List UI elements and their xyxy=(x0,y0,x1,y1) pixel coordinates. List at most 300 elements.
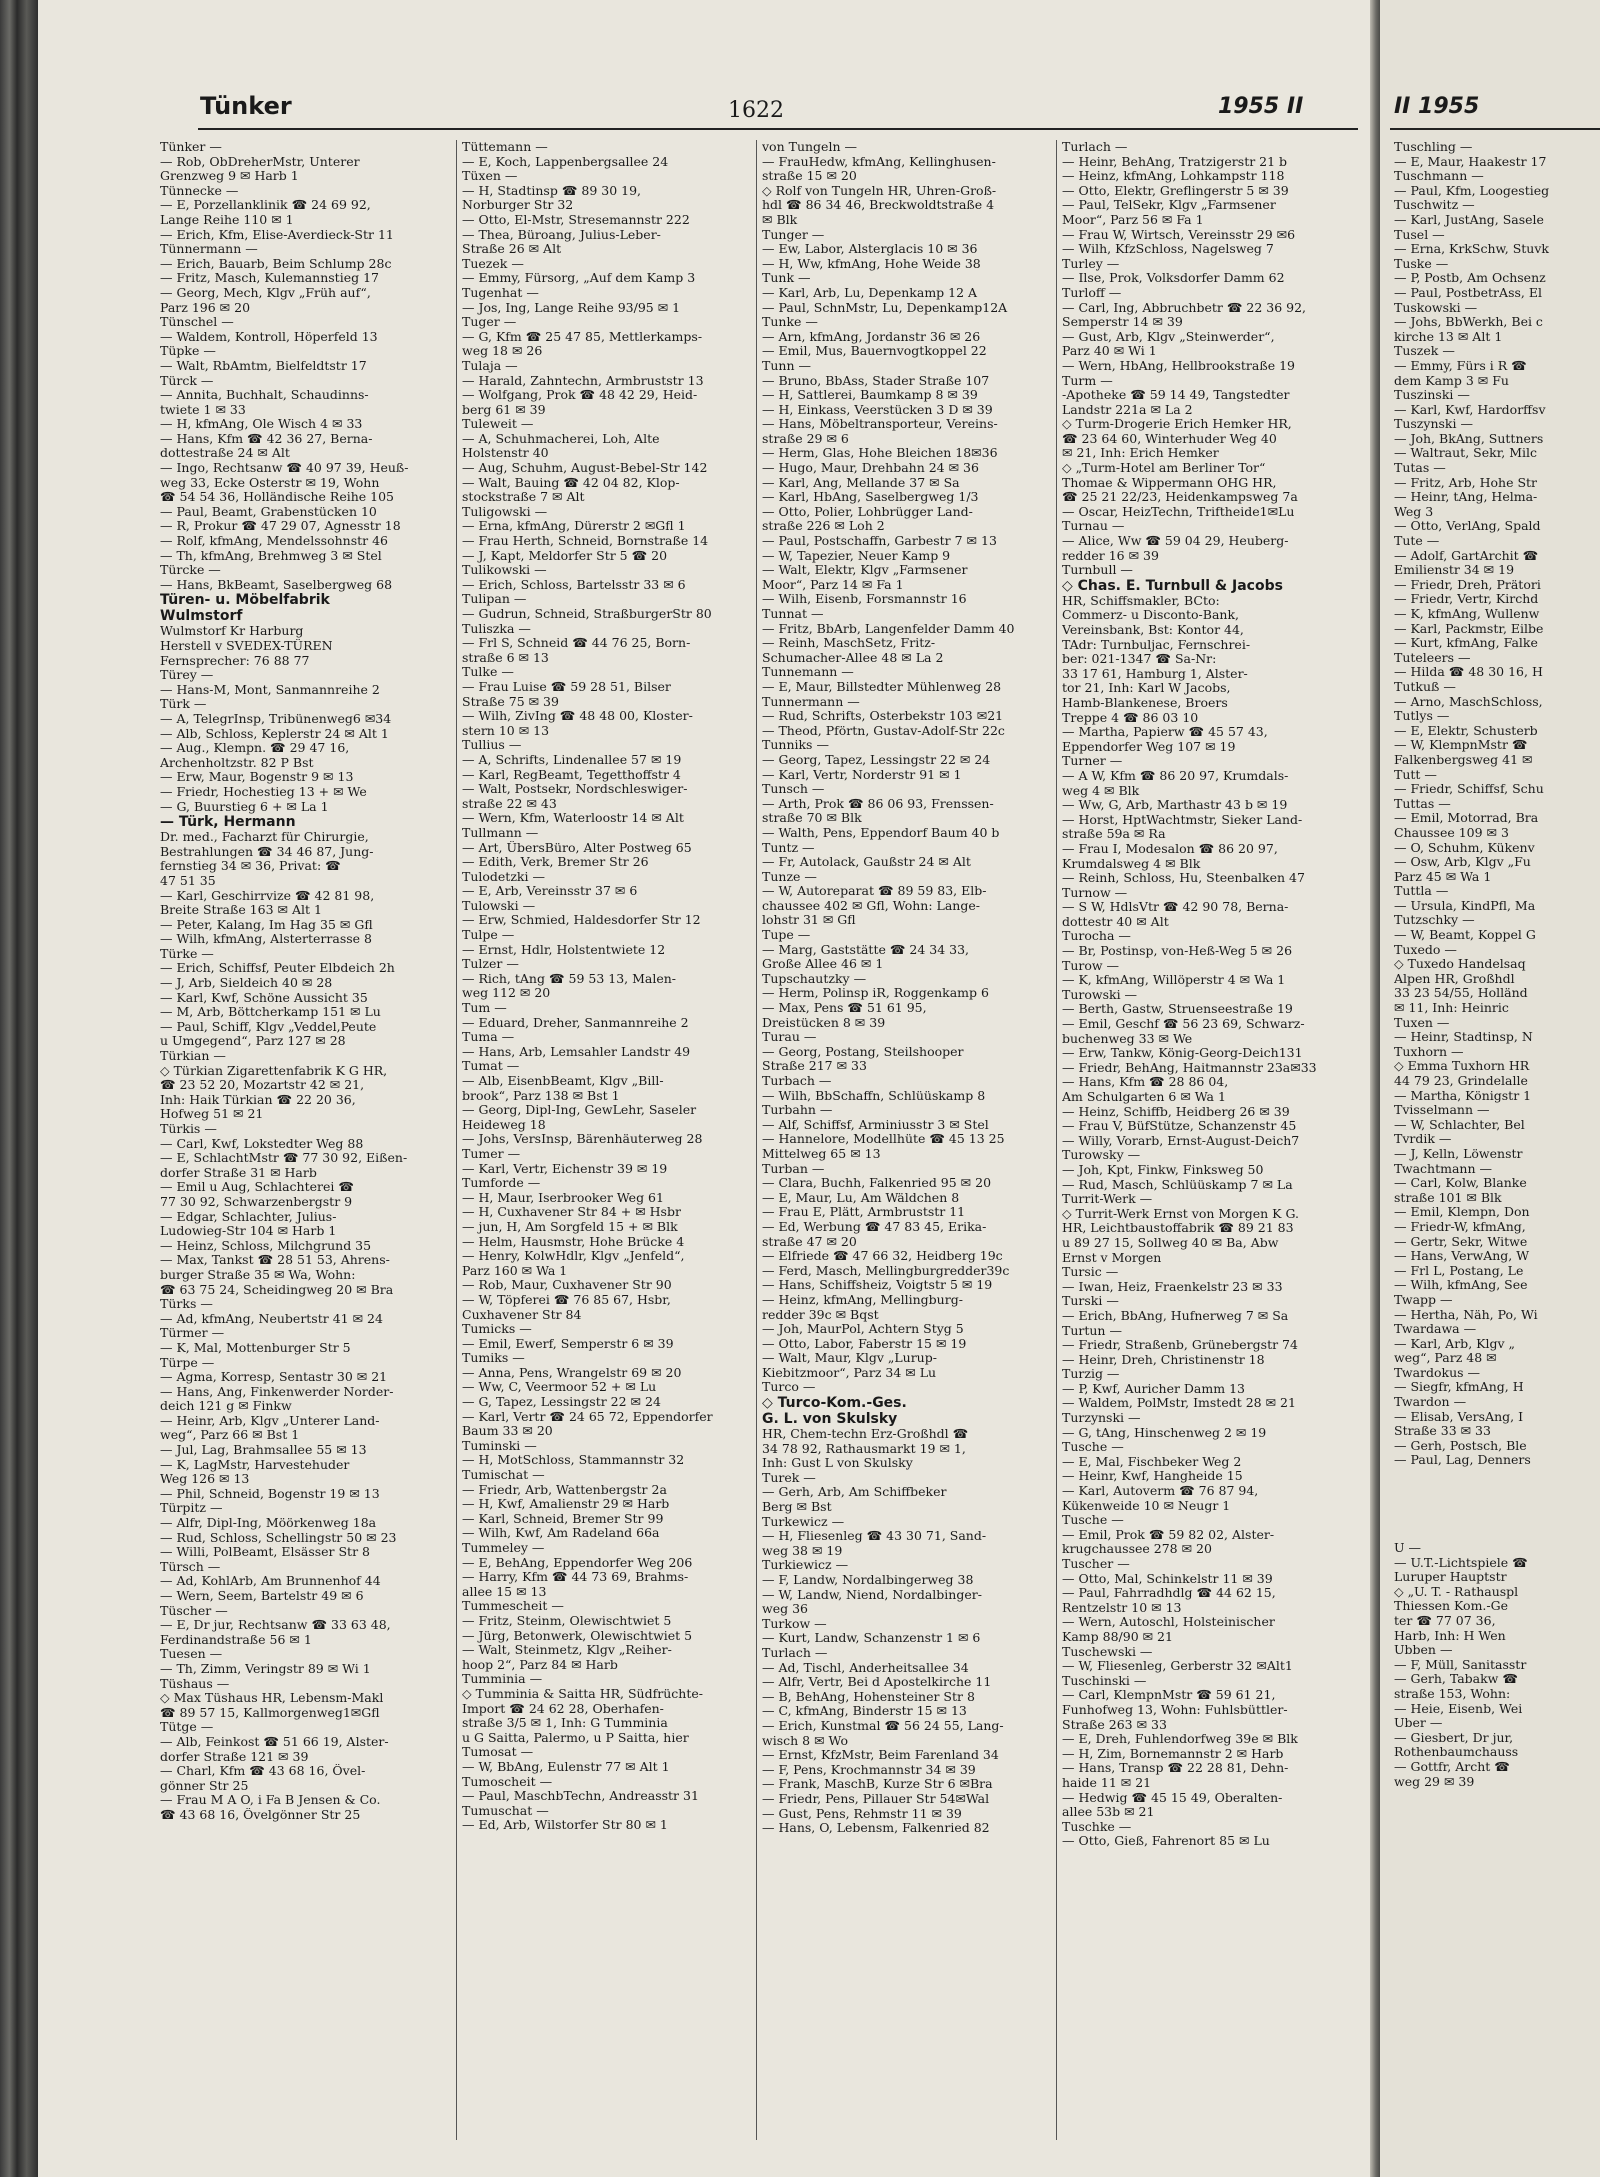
directory-entry-line: Landstr 221a ✉ La 2 xyxy=(1062,402,1193,417)
directory-entry-line: — H, Einkass, Veerstücken 3 D ✉ 39 xyxy=(762,402,993,417)
directory-entry-line: — Paul, SchnMstr, Lu, Depenkamp12A xyxy=(762,300,1008,315)
directory-entry-line: — Rich, tAng ☎ 59 53 13, Malen- xyxy=(462,971,677,986)
directory-entry-line: Luruper Hauptstr xyxy=(1394,1570,1507,1585)
directory-entry-line: -Apotheke ☎ 59 14 49, Tangstedter xyxy=(1062,388,1290,403)
directory-entry-line: — Rolf, kfmAng, Mendelssohnstr 46 xyxy=(160,534,389,549)
directory-entry-line: — A, Schuhmacherei, Loh, Alte xyxy=(462,431,660,446)
directory-entry-line: — Alfr, Vertr, Bei d Apostelkirche 11 xyxy=(762,1675,992,1690)
directory-entry-line: — Heinz, kfmAng, Mellingburg- xyxy=(762,1292,963,1307)
directory-entry-line: ☎ 25 21 22/23, Heidenkampsweg 7a xyxy=(1062,490,1298,505)
directory-entry-line: — Emil, Prok ☎ 59 82 02, Alster- xyxy=(1062,1527,1275,1542)
directory-entry-line: Commerz- u Disconto-Bank, xyxy=(1062,608,1239,623)
directory-entry-line: — Ww, G, Arb, Marthastr 43 b ✉ 19 xyxy=(1062,798,1288,813)
directory-entry-line: Tunsch — xyxy=(762,782,825,797)
directory-entry-line: — Wilh, kfmAng, Alsterterrasse 8 xyxy=(160,932,372,947)
directory-entry-line: Tunger — xyxy=(762,227,825,242)
directory-entry-line: — Heie, Eisenb, Wei xyxy=(1394,1701,1523,1716)
directory-entry-line: Tuttla — xyxy=(1394,884,1449,899)
column-2 xyxy=(462,140,752,2170)
directory-entry-line: — Karl, Kwf, Schöne Aussicht 35 xyxy=(160,990,368,1005)
directory-entry-line: dottestraße 24 ✉ Alt xyxy=(160,446,290,461)
directory-entry-line xyxy=(1394,1497,1599,1512)
directory-entry-line: Thiessen Kom.-Ge xyxy=(1394,1599,1508,1614)
directory-entry-line: — Elisab, VersAng, I xyxy=(1394,1409,1524,1424)
directory-entry-line: — Kurt, Landw, Schanzenstr 1 ✉ 6 xyxy=(762,1631,981,1646)
directory-entry-line: — Siegfr, kfmAng, H xyxy=(1394,1380,1524,1395)
directory-entry-line: — Harald, Zahntechn, Armbruststr 13 xyxy=(462,373,704,388)
directory-entry-line: Tunnat — xyxy=(762,607,824,621)
directory-entry-line: — Hans, Kfm ☎ 42 36 27, Berna- xyxy=(160,431,373,446)
directory-entry-line: — K, kfmAng, Willöperstr 4 ✉ Wa 1 xyxy=(1062,973,1286,988)
directory-entry-line: — Clara, Buchh, Falkenried 95 ✉ 20 xyxy=(762,1176,992,1191)
directory-entry-line: ✉ 11, Inh: Heinric xyxy=(1394,1001,1509,1016)
directory-entry-line: — E, SchlachtMstr ☎ 77 30 92, Eißen- xyxy=(160,1151,408,1166)
directory-entry-line: — Hertha, Näh, Po, Wi xyxy=(1394,1307,1538,1322)
directory-entry-line: — K, LagMstr, Harvestehuder xyxy=(160,1457,350,1472)
directory-entry-line: — Osw, Arb, Klgv „Fu xyxy=(1394,855,1531,870)
directory-entry-line: — Peter, Kalang, Im Hag 35 ✉ Gfl xyxy=(160,917,373,932)
directory-entry-line: Ludowieg-Str 104 ✉ Harb 1 xyxy=(160,1224,337,1239)
directory-entry-line: — Gerh, Postsch, Ble xyxy=(1394,1438,1527,1453)
directory-entry-line: — Emmy, Fürs i R ☎ xyxy=(1394,358,1527,373)
directory-entry-line: — E, Mal, Fischbeker Weg 2 xyxy=(1062,1454,1242,1469)
directory-entry-line: — Ww, C, Veermoor 52 + ✉ Lu xyxy=(462,1380,657,1395)
directory-entry-line: — Karl, Packmstr, Eilbe xyxy=(1394,621,1544,636)
directory-entry-line: Straße 263 ✉ 33 xyxy=(1062,1717,1167,1732)
directory-entry-line: — Wern, HbAng, Hellbrookstraße 19 xyxy=(1062,358,1295,373)
directory-entry-line: — Wilh, BbSchaffn, Schlüüskamp 8 xyxy=(762,1088,986,1103)
directory-entry-line: Tulipan — xyxy=(462,592,527,607)
directory-entry-line: Tumer — xyxy=(462,1146,521,1161)
directory-entry-line: — Adolf, GartArchit ☎ xyxy=(1394,548,1539,563)
directory-entry-line: weg 18 ✉ 26 xyxy=(462,344,543,359)
directory-entry-line: Tunn — xyxy=(762,358,811,373)
directory-entry-line: Turtun — xyxy=(1062,1323,1122,1338)
directory-entry-line: Tünnecke — xyxy=(160,183,239,198)
directory-entry-line: — Giesbert, Dr jur, xyxy=(1394,1730,1514,1745)
directory-entry-line: — E, Koch, Lappenbergsallee 24 xyxy=(462,154,669,169)
directory-entry-line: straße 59a ✉ Ra xyxy=(1062,827,1166,842)
directory-entry-line: Tuminski — xyxy=(462,1438,537,1453)
directory-entry-line: Tullmann — xyxy=(462,825,539,840)
directory-entry-line: — H, kfmAng, Ole Wisch 4 ✉ 33 xyxy=(160,417,363,432)
directory-entry-line: — Paul, Schiff, Klgv „Veddel,Peute xyxy=(160,1019,377,1034)
directory-entry-line: Turkow — xyxy=(762,1616,827,1631)
directory-entry-line: — Heinr, tAng, Helma- xyxy=(1394,490,1538,505)
directory-entry-line: Große Allee 46 ✉ 1 xyxy=(762,957,884,972)
directory-entry-line: Cuxhavener Str 84 xyxy=(462,1307,582,1322)
directory-entry-line: Vereinsbank, Bst: Kontor 44, xyxy=(1062,623,1244,637)
directory-entry-line: Inh: Gust L von Skulsky xyxy=(762,1456,913,1471)
directory-entry-line: — M, Arb, Böttcherkamp 151 ✉ Lu xyxy=(160,1005,381,1020)
directory-entry-line: Weg 3 xyxy=(1394,504,1434,519)
directory-entry-line: — Erw, Maur, Bogenstr 9 ✉ 13 xyxy=(160,770,354,785)
directory-entry-line: — Rud, Schloss, Schellingstr 50 ✉ 23 xyxy=(160,1530,397,1545)
directory-entry-line: — S W, HdlsVtr ☎ 42 90 78, Berna- xyxy=(1062,900,1289,915)
directory-entry-line: — Erna, kfmAng, Dürerstr 2 ✉Gfl 1 xyxy=(462,519,686,534)
directory-entry-line: — Joh, Kpt, Finkw, Finksweg 50 xyxy=(1062,1162,1264,1177)
directory-entry-line: ◇ Rolf von Tungeln HR, Uhren-Groß- xyxy=(762,183,997,198)
directory-entry-line: — E, Dr jur, Rechtsanw ☎ 33 63 48, xyxy=(160,1618,391,1633)
directory-entry-line: Tuezek — xyxy=(462,256,524,271)
directory-entry-line: — Paul, MaschbTechn, Andreasstr 31 xyxy=(462,1789,699,1804)
directory-entry-line: brook“, Parz 138 ✉ Bst 1 xyxy=(462,1088,620,1103)
directory-entry-line: — Hans, Möbeltransporteur, Vereins- xyxy=(762,417,998,432)
directory-entry-line: — Georg, Mech, Klgv „Früh auf“, xyxy=(160,285,371,300)
directory-entry-line: Tulowski — xyxy=(462,898,536,913)
directory-entry-line: twiete 1 ✉ 33 xyxy=(160,402,246,417)
directory-entry-line: — G, Buurstieg 6 + ✉ La 1 xyxy=(160,799,329,814)
directory-entry-line: Ferdinandstraße 56 ✉ 1 xyxy=(160,1632,312,1647)
directory-entry-line: Tumuschat — xyxy=(462,1803,549,1818)
directory-entry-line: dorfer Straße 31 ✉ Harb xyxy=(160,1165,317,1180)
directory-entry-line: — Hans, Ang, Finkenwerder Norder- xyxy=(160,1384,394,1399)
directory-entry-line: ◇ Chas. E. Turnbull & Jacobs xyxy=(1062,577,1283,594)
directory-entry-line: HR, Schiffsmakler, BCto: xyxy=(1062,593,1220,608)
directory-entry-line: Tuszynski — xyxy=(1394,417,1473,432)
directory-entry-line: — F, Landw, Nordalbingerweg 38 xyxy=(762,1573,974,1587)
directory-entry-line: ◇ „Turm-Hotel am Berliner Tor“ xyxy=(1062,461,1266,476)
directory-entry-line: 33 17 61, Hamburg 1, Alster- xyxy=(1062,666,1248,681)
directory-entry-line: Türke — xyxy=(160,946,214,961)
directory-entry-line: Türkis — xyxy=(160,1122,217,1136)
directory-entry-line: allee 53b ✉ 21 xyxy=(1062,1805,1155,1820)
directory-entry-line: — E, Maur, Lu, Am Wäldchen 8 xyxy=(762,1190,960,1205)
directory-entry-line: — Otto, Polier, Lohbrügger Land- xyxy=(762,504,973,519)
directory-entry-line: Tüttemann — xyxy=(462,140,548,154)
directory-entry-line: Turloff — xyxy=(1062,285,1122,300)
directory-entry-line: — Friedr, Dreh, Prätori xyxy=(1394,577,1541,592)
directory-entry-line: Tupschautzky — xyxy=(762,971,867,986)
directory-entry-line: — F, Pens, Krochmannstr 34 ✉ 39 xyxy=(762,1762,976,1777)
directory-entry-line: weg“, Parz 66 ✉ Bst 1 xyxy=(160,1428,300,1443)
directory-entry-line: ber: 021-1347 ☎ Sa-Nr: xyxy=(1062,652,1217,667)
directory-entry-line: Bestrahlungen ☎ 34 46 87, Jung- xyxy=(160,844,374,859)
directory-entry-line: Turnau — xyxy=(1062,519,1125,534)
directory-entry-line: — Ingo, Rechtsanw ☎ 40 97 39, Heuß- xyxy=(160,461,409,476)
right-page-header: II 1955 xyxy=(1394,94,1480,119)
column-divider xyxy=(756,140,757,2140)
directory-entry-line: — Emil, Geschf ☎ 56 23 69, Schwarz- xyxy=(1062,1017,1305,1032)
directory-entry-line: Tuntz — xyxy=(762,840,815,855)
directory-entry-line: — H, Ww, kfmAng, Hohe Weide 38 xyxy=(762,256,981,271)
directory-entry-line: Türck — xyxy=(160,373,214,388)
directory-entry-line: — Emil, Mus, Bauernvogtkoppel 22 xyxy=(762,344,987,359)
directory-entry-line: — Max, Pens ☎ 51 61 95, xyxy=(762,1001,927,1016)
directory-entry-line: Tumicks — xyxy=(462,1322,532,1337)
column-4 xyxy=(1062,140,1352,2170)
directory-entry-line: Tünker — xyxy=(160,140,222,154)
directory-entry-line: — E, Maur, Haakestr 17 xyxy=(1394,154,1547,169)
directory-entry-line: — Waldem, PolMstr, Imstedt 28 ✉ 21 xyxy=(1062,1396,1296,1411)
directory-entry-line: — Martha, Königstr 1 xyxy=(1394,1088,1532,1103)
directory-entry-line: — Rob, Maur, Cuxhavener Str 90 xyxy=(462,1278,672,1293)
directory-entry-line: — Hannelore, Modellhüte ☎ 45 13 25 xyxy=(762,1132,1005,1147)
directory-entry-line: — P, Postb, Am Ochsenz xyxy=(1394,271,1546,286)
directory-entry-line: — Emmy, Fürsorg, „Auf dem Kamp 3 xyxy=(462,271,696,286)
directory-entry-line: — Otto, Gieß, Fahrenort 85 ✉ Lu xyxy=(1062,1834,1270,1849)
directory-entry-line: — Erna, KrkSchw, Stuvk xyxy=(1394,242,1549,257)
directory-entry-line: Turbahn — xyxy=(762,1103,833,1118)
directory-entry-line: straße 47 ✉ 20 xyxy=(762,1234,857,1249)
directory-entry-line: Tumforde — xyxy=(462,1176,541,1191)
directory-entry-line: — Aug, Schuhm, August-Bebel-Str 142 xyxy=(462,461,708,476)
directory-entry-line: Turowsky — xyxy=(1062,1148,1141,1163)
directory-entry-line: — Alice, Ww ☎ 59 04 29, Heuberg- xyxy=(1062,534,1289,549)
directory-entry-line: straße 22 ✉ 43 xyxy=(462,796,557,811)
directory-entry-line: ter ☎ 77 07 36, xyxy=(1394,1613,1496,1628)
directory-entry-line: Harb, Inh: H Wen xyxy=(1394,1628,1506,1643)
directory-entry-line: Uber — xyxy=(1394,1716,1443,1731)
directory-entry-line: — Heinr, BehAng, Tratzigerstr 21 b xyxy=(1062,154,1288,169)
directory-entry-line: — Karl, Ang, Mellande 37 ✉ Sa xyxy=(762,475,960,490)
directory-entry-line: Straße 217 ✉ 33 xyxy=(762,1059,867,1074)
directory-entry-line: — A W, Kfm ☎ 86 20 97, Krumdals- xyxy=(1062,768,1289,783)
directory-entry-line: — Hugo, Maur, Drehbahn 24 ✉ 36 xyxy=(762,461,979,476)
directory-entry-line: Tummescheit — xyxy=(462,1599,564,1614)
directory-entry-line: — Frl L, Postang, Le xyxy=(1394,1263,1524,1278)
directory-entry-line: u G Saitta, Palermo, u P Saitta, hier xyxy=(462,1730,689,1745)
directory-entry-line: Turco — xyxy=(762,1380,816,1395)
directory-entry-line: Tuesen — xyxy=(160,1647,223,1662)
directory-entry-line: — Walt, Bauing ☎ 42 04 82, Klop- xyxy=(462,475,680,490)
directory-entry-line: Turley — xyxy=(1062,256,1120,271)
directory-entry-line: weg 29 ✉ 39 xyxy=(1394,1774,1475,1789)
book-spine xyxy=(0,0,38,2177)
directory-entry-line: weg 36 xyxy=(762,1602,808,1617)
directory-entry-line: — Türk, Hermann xyxy=(160,814,296,831)
directory-entry-line: krugchaussee 278 ✉ 20 xyxy=(1062,1542,1212,1557)
directory-entry-line: weg 4 ✉ Blk xyxy=(1062,783,1140,798)
directory-entry-line: — Hilda ☎ 48 30 16, H xyxy=(1394,665,1543,680)
directory-entry-line: Tumoscheit — xyxy=(462,1774,553,1789)
directory-entry-line: — H, Zim, Bornemannstr 2 ✉ Harb xyxy=(1062,1746,1284,1761)
directory-entry-line: — Reinh, Schloss, Hu, Steenbalken 47 xyxy=(1062,871,1305,886)
directory-entry-line: Tuma — xyxy=(462,1030,515,1045)
directory-entry-line: Tum — xyxy=(462,1001,507,1016)
directory-entry-line: weg 112 ✉ 20 xyxy=(462,986,551,1001)
directory-entry-line: Mittelweg 65 ✉ 13 xyxy=(762,1146,881,1161)
directory-entry-line: weg“, Parz 48 ✉ xyxy=(1394,1351,1497,1366)
directory-entry-line: — Erich, Bauarb, Beim Schlump 28c xyxy=(160,256,392,271)
directory-entry-line: — Frau W, Wirtsch, Vereinsstr 29 ✉6 xyxy=(1062,227,1296,242)
directory-entry-line: Tuscher — xyxy=(1062,1557,1130,1571)
directory-entry-line: — Walt, Steinmetz, Klgv „Reiher- xyxy=(462,1643,672,1658)
directory-entry-line: — Ad, kfmAng, Neubertstr 41 ✉ 24 xyxy=(160,1311,383,1326)
directory-entry-line: — Ilse, Prok, Volksdorfer Damm 62 xyxy=(1062,271,1285,286)
directory-entry-line: — Helm, Hausmstr, Hohe Brücke 4 xyxy=(462,1234,685,1249)
directory-entry-line: Tusche — xyxy=(1062,1513,1124,1528)
directory-entry-line: chaussee 402 ✉ Gfl, Wohn: Lange- xyxy=(762,898,980,913)
directory-entry-line: — Friedr, Hochestieg 13 + ✉ We xyxy=(160,784,367,799)
directory-entry-line: — H, Stadtinsp ☎ 89 30 19, xyxy=(462,183,642,198)
directory-entry-line: Tuteleers — xyxy=(1394,650,1471,665)
directory-entry-line: — Alb, Feinkost ☎ 51 66 19, Alster- xyxy=(160,1734,389,1749)
directory-entry-line: Berg ✉ Bst xyxy=(762,1500,832,1515)
directory-entry-line: Lange Reihe 110 ✉ 1 xyxy=(160,212,294,227)
directory-entry-line: Moor“, Parz 56 ✉ Fa 1 xyxy=(1062,212,1204,227)
directory-entry-line: Breite Straße 163 ✉ Alt 1 xyxy=(160,903,322,918)
directory-entry-line: u Umgegend“, Parz 127 ✉ 28 xyxy=(160,1034,346,1049)
directory-entry-line: Türey — xyxy=(160,668,214,683)
right-page xyxy=(1380,0,1600,2177)
directory-entry-line: — Erich, Schiffsf, Peuter Elbdeich 2h xyxy=(160,961,395,976)
directory-entry-line: Turban — xyxy=(762,1161,825,1176)
directory-entry-line: — Paul, Kfm, Loogestieg xyxy=(1394,183,1550,198)
directory-entry-line: — H, Sattlerei, Baumkamp 8 ✉ 39 xyxy=(762,388,978,403)
directory-entry-line: — Heinr, Arb, Klgv „Unterer Land- xyxy=(160,1413,380,1428)
directory-entry-line: — Elfriede ☎ 47 66 32, Heidberg 19c xyxy=(762,1249,1003,1264)
directory-entry-line: Hofweg 51 ✉ 21 xyxy=(160,1107,264,1122)
directory-entry-line: — Otto, Mal, Schinkelstr 11 ✉ 39 xyxy=(1062,1571,1273,1586)
directory-entry-line: — Fritz, Arb, Hohe Str xyxy=(1394,475,1538,490)
directory-entry-line: Turm — xyxy=(1062,373,1113,388)
directory-entry-line: Tullius — xyxy=(462,738,522,753)
directory-entry-line: straße 153, Wohn: xyxy=(1394,1686,1511,1701)
directory-entry-line: dem Kamp 3 ✉ Fu xyxy=(1394,373,1509,388)
directory-entry-line: — Oscar, HeizTechn, Triftheide1✉Lu xyxy=(1062,504,1295,519)
directory-entry-line: — Friedr, Straßenb, Grünebergstr 74 xyxy=(1062,1338,1298,1353)
directory-entry-line: Tünnermann — xyxy=(160,242,258,257)
directory-entry-line: — Fr, Autolack, Gaußstr 24 ✉ Alt xyxy=(762,855,971,870)
directory-entry-line: — Emil, Ewerf, Semperstr 6 ✉ 39 xyxy=(462,1336,674,1351)
directory-entry-line: — Frau V, BüfStütze, Schanzenstr 45 xyxy=(1062,1119,1297,1134)
directory-entry-line: burger Straße 35 ✉ Wa, Wohn: xyxy=(160,1267,356,1282)
directory-entry-line: Tumischat — xyxy=(462,1468,545,1483)
directory-entry-line: Herstell v SVEDEX-TÜREN xyxy=(160,639,333,653)
directory-entry-line: — Otto, Elektr, Greflingerstr 5 ✉ 39 xyxy=(1062,183,1289,198)
directory-entry-line: — Erich, Schloss, Bartelsstr 33 ✉ 6 xyxy=(462,577,686,592)
directory-entry-line: Turek — xyxy=(762,1470,816,1485)
directory-entry-line: Holstenstr 40 xyxy=(462,446,549,461)
directory-entry-line: — Erw, Schmied, Haldesdorfer Str 12 xyxy=(462,913,701,928)
directory-entry-line: Tuschmann — xyxy=(1394,169,1484,184)
directory-entry-line: — Hans, Kfm ☎ 28 86 04, xyxy=(1062,1075,1229,1090)
directory-entry-line: — Hans, VerwAng, W xyxy=(1394,1249,1530,1264)
directory-entry-line: — Iwan, Heiz, Fraenkelstr 23 ✉ 33 xyxy=(1062,1279,1283,1294)
directory-entry-line: Turrit-Werk — xyxy=(1062,1192,1153,1207)
directory-entry-line: — Georg, Tapez, Lessingstr 22 ✉ 24 xyxy=(762,752,991,767)
column-divider xyxy=(456,140,457,2140)
directory-entry-line: — Gottfr, Archt ☎ xyxy=(1394,1759,1510,1774)
directory-entry-line: — Otto, Labor, Faberstr 15 ✉ 19 xyxy=(762,1336,967,1351)
directory-entry-line: — Waldem, Kontroll, Höperfeld 13 xyxy=(160,329,378,344)
directory-entry-line: — Hans, Schiffsheiz, Voigtstr 5 ✉ 19 xyxy=(762,1278,993,1293)
directory-entry-line: — Paul, Fahrradhdlg ☎ 44 62 15, xyxy=(1062,1586,1276,1601)
directory-entry-line: — Ferd, Masch, Mellingburgredder39c xyxy=(762,1263,1010,1278)
directory-entry-line: Tulikowski — xyxy=(462,563,547,578)
directory-entry-line: — Erich, BbAng, Hufnerweg 7 ✉ Sa xyxy=(1062,1308,1289,1323)
directory-entry-line: Tuskowski — xyxy=(1394,300,1478,315)
directory-entry-line: — jun, H, Am Sorgfeld 15 + ✉ Blk xyxy=(462,1219,678,1234)
directory-entry-line: — K, kfmAng, Wullenw xyxy=(1394,607,1540,621)
header-rule xyxy=(198,128,1358,130)
directory-entry-line: — Ernst, KfzMstr, Beim Farenland 34 xyxy=(762,1748,999,1763)
directory-entry-line: — Gudrun, Schneid, StraßburgerStr 80 xyxy=(462,607,712,621)
directory-entry-line: Eppendorfer Weg 107 ✉ 19 xyxy=(1062,739,1236,754)
page-gutter xyxy=(1370,0,1380,2177)
directory-entry-line: Tunk — xyxy=(762,271,811,286)
directory-entry-line: Tuschke — xyxy=(1062,1819,1132,1834)
directory-entry-line: Grenzweg 9 ✉ Harb 1 xyxy=(160,169,299,184)
directory-entry-line: Straße 75 ✉ 39 xyxy=(462,694,559,709)
directory-entry-line: Tuxhorn — xyxy=(1394,1044,1464,1059)
directory-entry-line: u 89 27 15, Sollweg 40 ✉ Ba, Abw xyxy=(1062,1235,1279,1250)
directory-entry-line: Treppe 4 ☎ 86 03 10 xyxy=(1062,710,1199,725)
directory-entry-line: von Tungeln — xyxy=(762,140,857,154)
directory-entry-line: Twachtmann — xyxy=(1394,1161,1492,1176)
directory-entry-line: — E, Maur, Billstedter Mühlenweg 28 xyxy=(762,679,1002,694)
directory-entry-line: — Ursula, KindPfl, Ma xyxy=(1394,898,1536,913)
directory-entry-line: 77 30 92, Schwarzenbergstr 9 xyxy=(160,1194,353,1209)
directory-entry-line: Tuschinski — xyxy=(1062,1673,1147,1688)
directory-entry-line: — Erw, Tankw, König-Georg-Deich131 xyxy=(1062,1046,1303,1061)
directory-entry-line: weg 33, Ecke Osterstr ✉ 19, Wohn xyxy=(160,475,380,490)
directory-entry-line: HR, Leichtbaustoffabrik ☎ 89 21 83 xyxy=(1062,1221,1294,1236)
directory-entry-line: — Theod, Pförtn, Gustav-Adolf-Str 22c xyxy=(762,723,1005,738)
directory-entry-line: Parz 196 ✉ 20 xyxy=(160,300,251,315)
directory-entry-line: U — xyxy=(1394,1541,1422,1555)
directory-entry-line: Turau — xyxy=(762,1030,817,1045)
directory-entry-line: — W, KlempnMstr ☎ xyxy=(1394,738,1528,753)
directory-entry-line: — Alb, Schloss, Keplerstr 24 ✉ Alt 1 xyxy=(160,726,389,741)
directory-entry-line: Rothenbaumchauss xyxy=(1394,1745,1519,1760)
directory-entry-line: Tulaja — xyxy=(462,358,518,373)
directory-entry-line: — Friedr, BehAng, Haitmannstr 23a✉33 xyxy=(1062,1060,1317,1075)
directory-entry-line: — Gust, Arb, Klgv „Steinwerder“, xyxy=(1062,329,1275,344)
directory-entry-line: — FrauHedw, kfmAng, Kellinghusen- xyxy=(762,154,996,169)
directory-entry-line: — Ed, Werbung ☎ 47 83 45, Erika- xyxy=(762,1219,987,1234)
directory-entry-line: — Hans, Arb, Lemsahler Landstr 49 xyxy=(462,1044,691,1059)
directory-entry-line: Turocha — xyxy=(1062,929,1131,944)
directory-entry-line: ◇ „U. T. - Rathauspl xyxy=(1394,1584,1519,1599)
directory-entry-line: Norburger Str 32 xyxy=(462,198,574,213)
directory-entry-line: Tuske — xyxy=(1394,256,1449,271)
directory-entry-line: Türmer — xyxy=(160,1326,225,1341)
directory-entry-line: Tunnermann — xyxy=(762,694,860,709)
directory-entry-line: — Alf, Schiffsf, Arminiusstr 3 ✉ Stel xyxy=(762,1117,989,1132)
directory-entry-line: — F, Müll, Sanitasstr xyxy=(1394,1657,1527,1672)
directory-entry-line: — E, Elektr, Schusterb xyxy=(1394,723,1538,738)
directory-entry-line: — H, Fliesenleg ☎ 43 30 71, Sand- xyxy=(762,1529,987,1544)
directory-entry-line: — P, Kwf, Auricher Damm 13 xyxy=(1062,1381,1245,1396)
directory-entry-line: Tulzer — xyxy=(462,957,519,972)
directory-entry-line: Tunze — xyxy=(762,869,817,884)
directory-entry-line: Tumosat — xyxy=(462,1745,534,1760)
directory-entry-line: Tünschel — xyxy=(160,315,234,330)
directory-entry-line: — Walt, Postsekr, Nordschleswiger- xyxy=(462,782,688,797)
directory-entry-line: Parz 160 ✉ Wa 1 xyxy=(462,1263,568,1278)
right-header-rule xyxy=(1390,128,1600,130)
directory-entry-line: — Karl, Arb, Lu, Depenkamp 12 A xyxy=(762,285,978,300)
directory-entry-line: — Johs, VersInsp, Bärenhäuterweg 28 xyxy=(462,1132,703,1147)
directory-entry-line: — Annita, Buchhalt, Schaudinns- xyxy=(160,388,369,403)
directory-entry-line: — Carl, Kwf, Lokstedter Weg 88 xyxy=(160,1136,364,1151)
directory-entry-line: — Jürg, Betonwerk, Olewischtwiet 5 xyxy=(462,1628,693,1643)
directory-entry-line: Turkewicz — xyxy=(762,1514,845,1529)
directory-entry-line: ☎ 23 52 20, Mozartstr 42 ✉ 21, xyxy=(160,1078,365,1093)
directory-entry-line: 44 79 23, Grindelalle xyxy=(1394,1074,1528,1088)
directory-entry-line: Türcke — xyxy=(160,563,221,578)
directory-entry-line: — Fritz, Steinm, Olewischtwiet 5 xyxy=(462,1613,672,1628)
directory-entry-line: Wulmstorf xyxy=(160,608,243,625)
directory-entry-line: Inh: Haik Türkian ☎ 22 20 36, xyxy=(160,1092,356,1107)
directory-entry-line: 47 51 35 xyxy=(160,873,216,888)
directory-entry-line: Tuszek — xyxy=(1394,344,1455,359)
directory-entry-line: Turowski — xyxy=(1062,987,1138,1002)
directory-entry-line: — W, Schlachter, Bel xyxy=(1394,1117,1525,1132)
directory-entry-line: — Karl, Arb, Klgv „ xyxy=(1394,1336,1515,1351)
